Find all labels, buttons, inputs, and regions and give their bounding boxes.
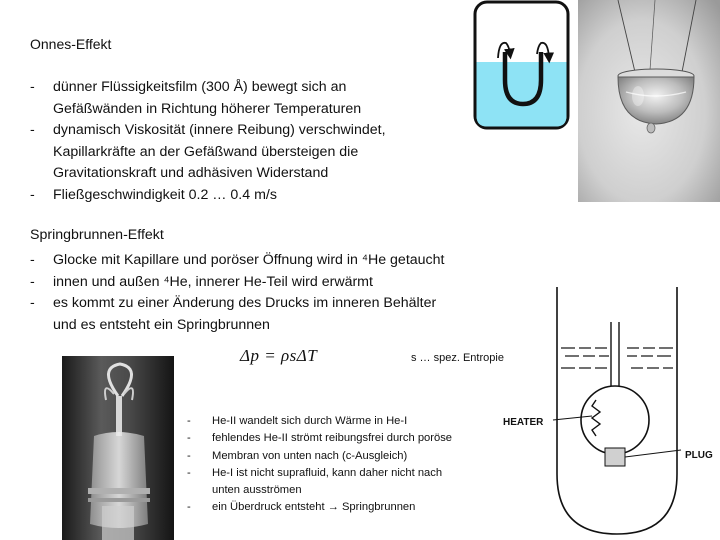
list-item-text: Membran von unten nach (c-Ausgleich) [212,449,408,462]
hanging-bowl-photo [578,0,720,202]
list-item-continuation [187,482,452,499]
list-item [187,430,452,447]
list-item-text: He-I ist nicht suprafluid, kann daher nicht nach [212,466,443,479]
explanation-list [187,413,452,517]
plug-label: PLUG [685,450,713,461]
heater-label: HEATER [503,417,544,428]
bullet-dash: - [30,122,35,139]
list-item [30,250,444,272]
list-item-text: und es entsteht ein Springbrunnen [53,316,270,333]
fountain-effect-photo [62,356,174,540]
list-item-text: dünner Flüssigkeitsfilm (300 Å) bewegt sich an [53,79,347,95]
bullet-dash: - [187,415,191,427]
list-item-text: unten ausströmen [212,484,302,497]
bullet-dash: - [30,186,35,203]
bullet-dash: - [30,273,35,290]
list-item [30,293,444,315]
list-item [187,465,452,482]
list-item-continuation [187,448,452,465]
bullet-dash: - [187,501,191,514]
list-item-continuation [30,99,386,121]
section-title-springbrunnen: Springbrunnen-Effekt [30,227,164,243]
list-item [30,185,386,207]
list-item [30,120,386,142]
bullet-dash: - [187,449,191,462]
fountain-apparatus-diagram [495,282,720,540]
bullet-dash: - [30,79,35,95]
list-item-text: innen und außen ⁴He, innerer He-Teil wird erwärmt [53,273,373,290]
section-title-onnes: Onnes-Effekt [30,36,112,52]
list-item-continuation [30,315,444,337]
list-item-continuation [30,163,386,185]
list-item-text: fehlendes He-II strömt reibungsfrei durch poröse [212,432,453,445]
list-item [187,413,452,430]
entropy-note: s … spez. Entropie [411,352,504,364]
list-item-text: Gravitationskraft und adhäsiven Widerstand [53,165,329,182]
onnes-bullet-list [30,77,386,207]
list-item-text: ein Überdruck entsteht → Springbrunnen [212,501,416,514]
bullet-dash: - [187,432,191,445]
list-item-text: Fließgeschwindigkeit 0.2 … 0.4 m/s [53,186,277,203]
springbrunnen-bullet-list [30,250,444,336]
list-item-text: Gefäßwänden in Richtung höherer Temperaturen [53,100,362,117]
list-item-text: es kommt zu einer Änderung des Drucks im inneren Behälter [53,295,437,312]
list-item [30,77,386,99]
list-item-continuation [30,142,386,164]
bullet-dash: - [30,252,35,268]
fountain-pressure-formula: Δp = ρsΔT [240,346,318,365]
bullet-dash: - [30,295,35,312]
list-item-text: dynamisch Viskosität (innere Reibung) verschwindet, [53,122,386,139]
bullet-dash: - [187,466,191,479]
list-item [30,272,444,294]
film-creep-diagram [473,0,570,130]
list-item-text: Glocke mit Kapillare und poröser Öffnung wird in ⁴He getaucht [53,252,445,268]
list-item [187,499,452,516]
list-item-text: He-II wandelt sich durch Wärme in He-I [212,415,408,427]
list-item-text: Kapillarkräfte an der Gefäßwand übersteigen die [53,143,359,160]
